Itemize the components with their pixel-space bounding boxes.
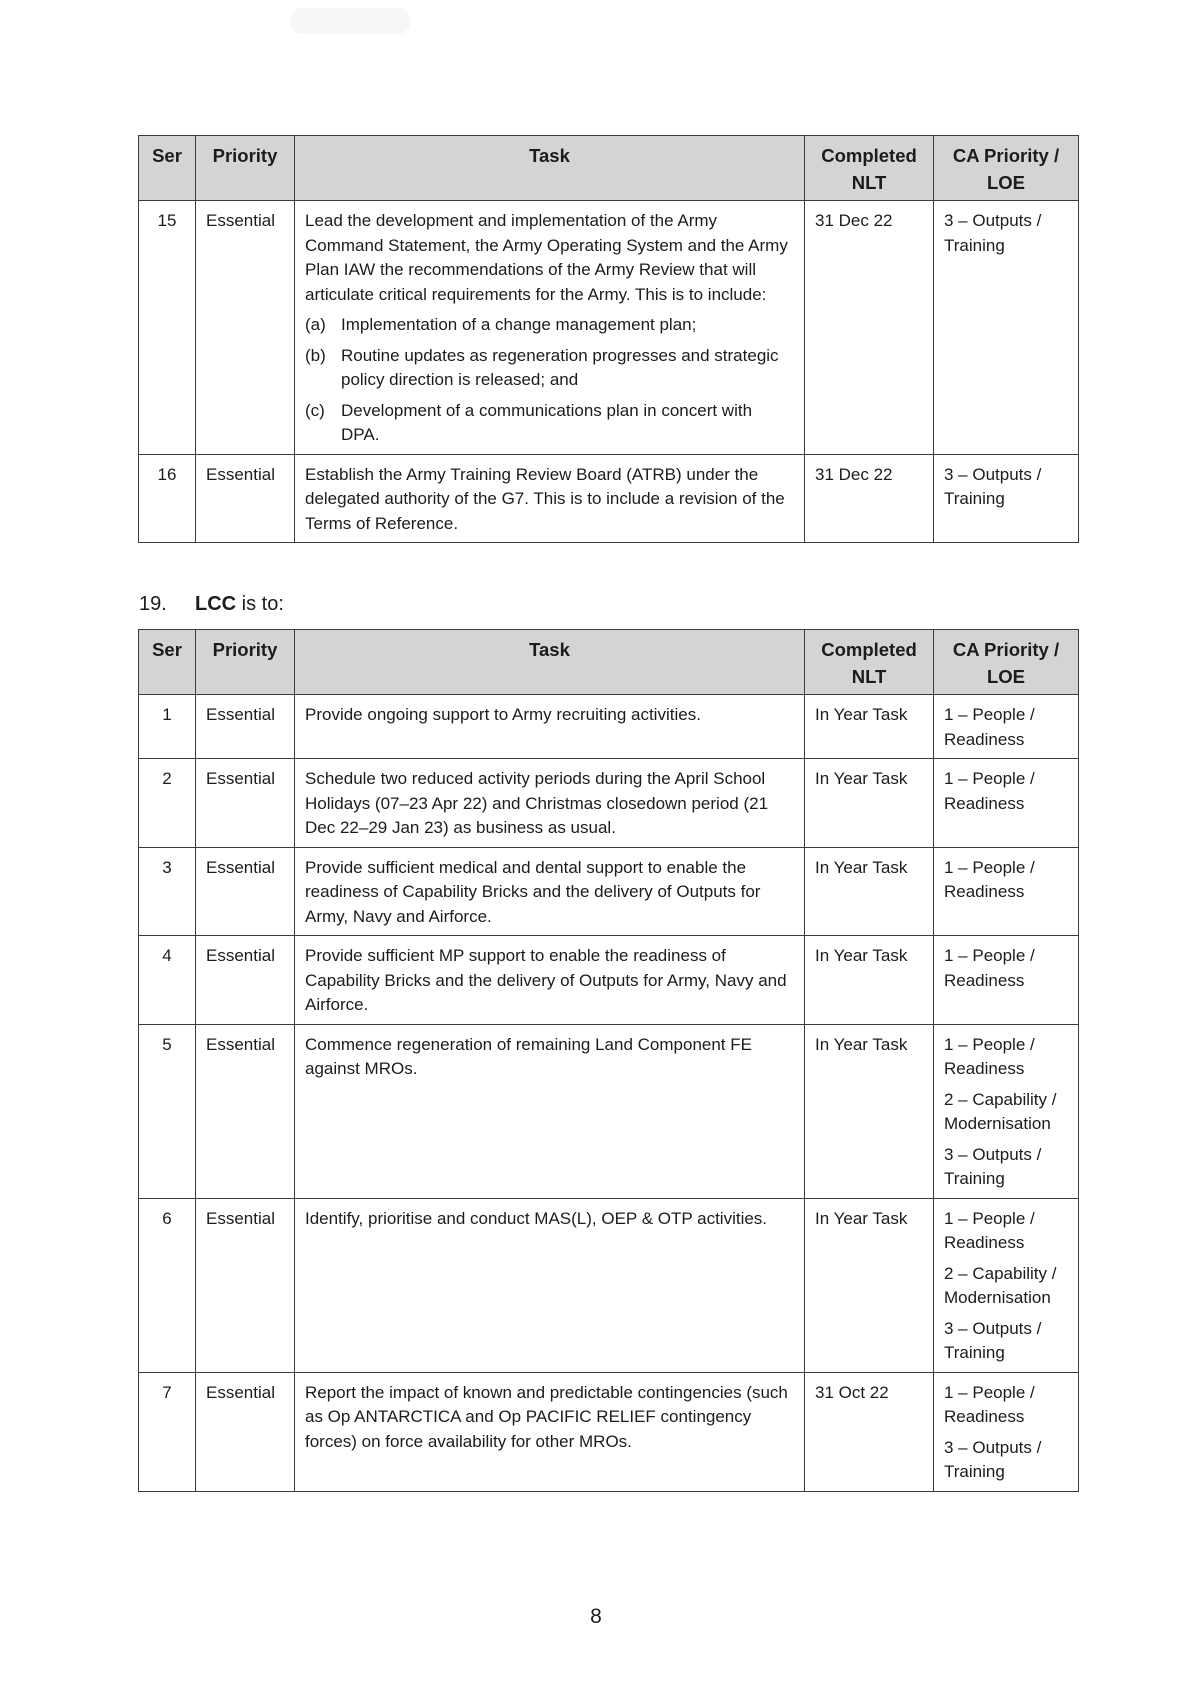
priority-cell: Essential — [196, 936, 295, 1025]
loe-item: 3 – Outputs / Training — [944, 1437, 1042, 1481]
sub-item-label: (c) — [305, 400, 325, 420]
priority-cell: Essential — [196, 759, 295, 848]
table-row — [139, 201, 1079, 455]
header-priority: Priority — [196, 136, 295, 201]
header-ca-priority: CA Priority / LOE — [934, 136, 1079, 201]
table-row — [139, 1024, 1079, 1198]
loe-cell — [934, 201, 1079, 455]
sub-item — [305, 313, 794, 338]
completed-cell: In Year Task — [805, 936, 934, 1025]
header-ser: Ser — [139, 630, 196, 695]
priority-cell: Essential — [196, 454, 295, 543]
task-cell: Schedule two reduced activity periods during the April School Holidays (07–23 Apr 22) and Christmas closedown period (21 Dec 22–29 Jan 23) as business as usual. — [295, 759, 805, 848]
header-completed: Completed NLT — [805, 630, 934, 695]
header-ca-priority: CA Priority / LOE — [934, 630, 1079, 695]
loe-cell — [934, 847, 1079, 936]
loe-cell — [934, 759, 1079, 848]
tasking-table-1 — [138, 135, 1079, 543]
loe-item: 1 – People / Readiness — [944, 1382, 1035, 1426]
table-row — [139, 847, 1079, 936]
header-completed: Completed NLT — [805, 136, 934, 201]
loe-cell — [934, 695, 1079, 759]
priority-cell: Essential — [196, 1198, 295, 1372]
ser-cell: 3 — [139, 847, 196, 936]
task-cell: Provide ongoing support to Army recruiting activities. — [295, 695, 805, 759]
paragraph-heading — [139, 593, 284, 616]
table-row — [139, 1372, 1079, 1491]
scan-smudge — [290, 8, 410, 34]
completed-cell: In Year Task — [805, 847, 934, 936]
header-priority: Priority — [196, 630, 295, 695]
ser-cell: 7 — [139, 1372, 196, 1491]
loe-item: 1 – People / Readiness — [944, 769, 1035, 813]
task-cell: Identify, prioritise and conduct MAS(L), OEP & OTP activities. — [295, 1198, 805, 1372]
table-header-row — [139, 630, 1079, 695]
header-ser: Ser — [139, 136, 196, 201]
completed-cell: 31 Oct 22 — [805, 1372, 934, 1491]
loe-item: 3 – Outputs / Training — [944, 464, 1042, 508]
task-cell: Provide sufficient MP support to enable the readiness of Capability Bricks and the delivery of Outputs for Army, Navy and Airforce. — [295, 936, 805, 1025]
ser-cell: 15 — [139, 201, 196, 455]
loe-item: 1 – People / Readiness — [944, 946, 1035, 990]
paragraph-number: 19. — [139, 593, 167, 615]
sub-item-text: Development of a communications plan in concert with DPA. — [341, 400, 753, 444]
ser-cell: 5 — [139, 1024, 196, 1198]
priority-cell: Essential — [196, 1024, 295, 1198]
sub-item — [305, 344, 794, 393]
task-cell: Report the impact of known and predictable contingencies (such as Op ANTARCTICA and Op PACIFIC RELIEF contingency forces) on force availability for other MROs. — [295, 1372, 805, 1491]
completed-cell: In Year Task — [805, 759, 934, 848]
completed-cell: In Year Task — [805, 695, 934, 759]
ser-cell: 1 — [139, 695, 196, 759]
sub-item-text: Implementation of a change management plan; — [341, 315, 697, 334]
table-header-row — [139, 136, 1079, 201]
task-cell — [295, 201, 805, 455]
sub-item-label: (a) — [305, 315, 326, 334]
completed-cell: In Year Task — [805, 1198, 934, 1372]
loe-item: 2 – Capability / Modernisation — [944, 1089, 1057, 1133]
ser-cell: 16 — [139, 454, 196, 543]
table-row — [139, 759, 1079, 848]
table-row — [139, 936, 1079, 1025]
loe-item: 1 – People / Readiness — [944, 1208, 1035, 1252]
loe-item: 1 – People / Readiness — [944, 857, 1035, 901]
table-row — [139, 454, 1079, 543]
priority-cell: Essential — [196, 1372, 295, 1491]
loe-item: 3 – Outputs / Training — [944, 211, 1042, 255]
page-number: 8 — [590, 1605, 602, 1628]
table-row — [139, 695, 1079, 759]
sub-item — [305, 399, 794, 448]
sub-item-text: Routine updates as regeneration progresses and strategic policy direction is released; and — [341, 345, 779, 389]
loe-item: 2 – Capability / Modernisation — [944, 1263, 1057, 1307]
ser-cell: 6 — [139, 1198, 196, 1372]
header-task: Task — [295, 630, 805, 695]
paragraph-text: is to: — [236, 593, 284, 615]
loe-cell — [934, 1198, 1079, 1372]
tasking-table-2 — [138, 629, 1079, 1492]
loe-cell — [934, 454, 1079, 543]
ser-cell: 4 — [139, 936, 196, 1025]
header-task: Task — [295, 136, 805, 201]
task-text: Lead the development and implementation of the Army Command Statement, the Army Operating System and the Army Plan IAW the recommendations of the Army Review that will articulate critical requirements for the Army. This is to include: — [305, 211, 788, 304]
table-row — [139, 1198, 1079, 1372]
loe-item: 3 – Outputs / Training — [944, 1144, 1042, 1188]
task-cell: Provide sufficient medical and dental support to enable the readiness of Capability Bricks and the delivery of Outputs for Army, Navy and Airforce. — [295, 847, 805, 936]
priority-cell: Essential — [196, 201, 295, 455]
priority-cell: Essential — [196, 847, 295, 936]
ser-cell: 2 — [139, 759, 196, 848]
loe-item: 1 – People / Readiness — [944, 1034, 1035, 1078]
loe-item: 1 – People / Readiness — [944, 705, 1035, 749]
loe-item: 3 – Outputs / Training — [944, 1318, 1042, 1362]
completed-cell: In Year Task — [805, 1024, 934, 1198]
priority-cell: Essential — [196, 695, 295, 759]
task-cell: Establish the Army Training Review Board (ATRB) under the delegated authority of the G7. This is to include a revision of the Terms of Reference. — [295, 454, 805, 543]
loe-cell — [934, 936, 1079, 1025]
completed-cell: 31 Dec 22 — [805, 454, 934, 543]
task-cell: Commence regeneration of remaining Land Component FE against MROs. — [295, 1024, 805, 1198]
completed-cell: 31 Dec 22 — [805, 201, 934, 455]
loe-cell — [934, 1024, 1079, 1198]
sub-item-label: (b) — [305, 345, 326, 365]
paragraph-bold: LCC — [195, 593, 237, 615]
loe-cell — [934, 1372, 1079, 1491]
